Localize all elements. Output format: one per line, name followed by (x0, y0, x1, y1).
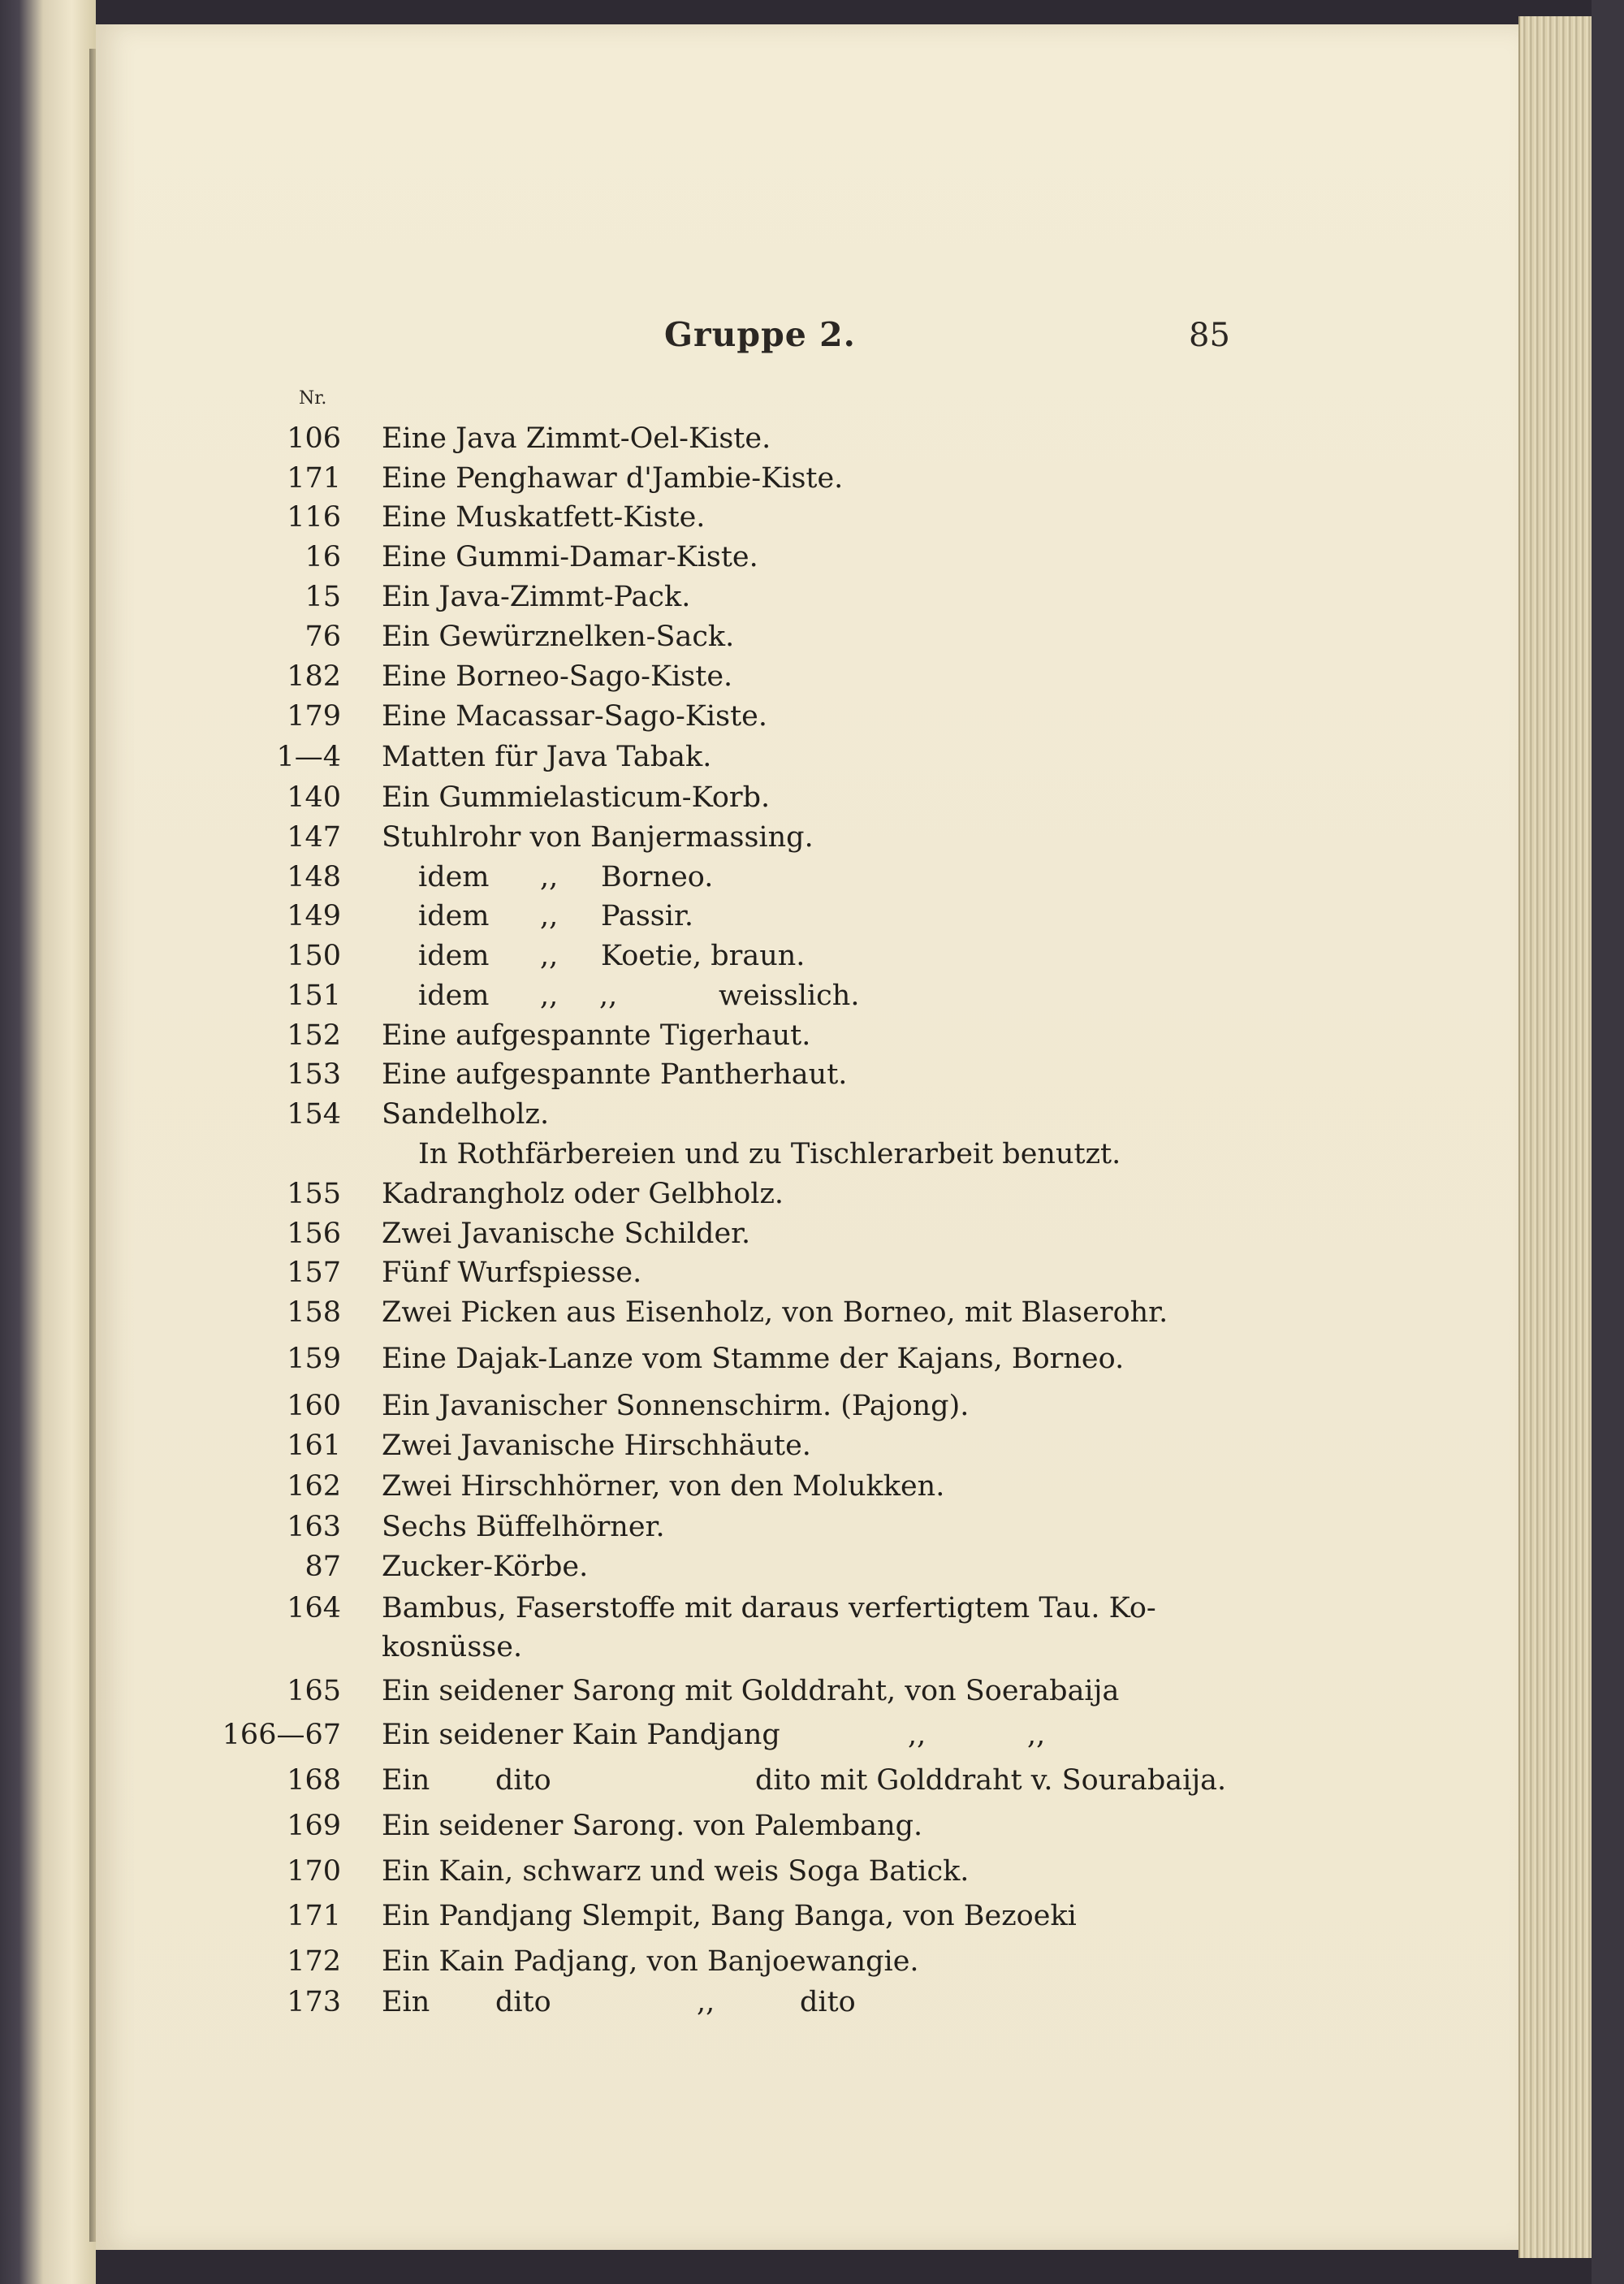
item-text: Ein Gummielasticum-Korb. (382, 781, 771, 814)
item-text: Eine Dajak-Lanze vom Stamme der Kajans, Borneo. (382, 1343, 1125, 1375)
catalog-row (0, 621, 1299, 658)
item-text: Ein (382, 1764, 430, 1797)
item-number: 87 (304, 1551, 341, 1583)
item-number: 106 (287, 422, 341, 455)
catalog-row (0, 541, 1299, 578)
catalog-row (0, 1855, 1299, 1893)
item-text: Ein Kain, schwarz und weis Soga Batick. (382, 1855, 970, 1888)
item-number: 16 (304, 541, 341, 573)
catalog-row (0, 660, 1299, 698)
item-text: Zwei Javanische Schilder. (382, 1218, 751, 1250)
item-text: Kadrangholz oder Gelbholz. (382, 1178, 784, 1210)
item-number: 140 (287, 781, 341, 814)
catalog-row (0, 1390, 1299, 1427)
item-number: 159 (287, 1343, 341, 1375)
catalog-row (0, 741, 1299, 778)
item-number: 150 (287, 940, 341, 972)
item-ditto: ,, (540, 861, 559, 893)
catalog-row (0, 1296, 1299, 1334)
item-place: weisslich. (719, 980, 860, 1012)
page-number: 85 (1189, 317, 1230, 354)
item-dito2: dito mit Golddraht v. Sourabaija. (755, 1764, 1227, 1797)
item-number: 164 (287, 1592, 341, 1624)
catalog-row (0, 1257, 1299, 1294)
item-number: 158 (287, 1296, 341, 1329)
item-cont: kosnüsse. (382, 1631, 523, 1663)
catalog-row (0, 501, 1299, 539)
item-text: Eine Penghawar d'Jambie-Kiste. (382, 462, 844, 495)
item-number: 173 (287, 1986, 341, 2018)
item-text: Ein Java-Zimmt-Pack. (382, 581, 691, 613)
item-text: Ein Kain Padjang, von Banjoewangie. (382, 1945, 919, 1978)
item-text: Ein Gewürznelken-Sack. (382, 621, 735, 653)
catalog-row (0, 940, 1299, 977)
item-number: 76 (304, 621, 341, 653)
item-text: Zwei Javanische Hirschhäute. (382, 1430, 811, 1462)
catalog-row (0, 900, 1299, 937)
item-idem: idem (418, 980, 490, 1012)
item-number: 168 (287, 1764, 341, 1797)
catalog-row (0, 980, 1299, 1017)
item-number: 149 (287, 900, 341, 932)
catalog-row (0, 781, 1299, 819)
item-text: Ein (382, 1986, 430, 2018)
item-number: 152 (287, 1019, 341, 1052)
item-text: Eine aufgespannte Pantherhaut. (382, 1058, 848, 1091)
item-text: Eine Muskatfett-Kiste. (382, 501, 706, 534)
item-number: 157 (287, 1257, 341, 1289)
catalog-row (0, 1631, 1299, 1668)
book-cover-edge (1592, 0, 1624, 2284)
item-number: 165 (287, 1675, 341, 1707)
catalog-row (0, 1470, 1299, 1508)
catalog-row (0, 1098, 1299, 1136)
item-number: 15 (304, 581, 341, 613)
nr-column-label: Nr. (299, 388, 327, 409)
item-number: 153 (287, 1058, 341, 1091)
item-ditto: ,, (540, 900, 559, 932)
catalog-row (0, 1900, 1299, 1937)
item-place: Koetie, braun. (601, 940, 806, 972)
item-number: 156 (287, 1218, 341, 1250)
item-text: Ein Pandjang Slempit, Bang Banga, von Bezoeki (382, 1900, 1077, 1932)
item-ditto2: ,, (599, 980, 618, 1012)
catalog-row (0, 422, 1299, 460)
item-text: Eine Java Zimmt-Oel-Kiste. (382, 422, 771, 455)
item-dito1: dito (495, 1764, 551, 1797)
item-number: 154 (287, 1098, 341, 1131)
item-text: Ein seidener Kain Pandjang (382, 1719, 780, 1751)
catalog-row (0, 1675, 1299, 1712)
item-text: Ein seidener Sarong mit Golddraht, von Soerabaija (382, 1675, 1120, 1707)
item-text: Eine Gummi-Damar-Kiste. (382, 541, 758, 573)
item-text: Ein Javanischer Sonnenschirm. (Pajong). (382, 1390, 970, 1422)
item-number: 170 (287, 1855, 341, 1888)
item-text: Sandelholz. (382, 1098, 550, 1131)
catalog-row (0, 1986, 1299, 2023)
item-number: 151 (287, 980, 341, 1012)
item-number: 182 (287, 660, 341, 693)
item-text: Matten für Java Tabak. (382, 741, 712, 773)
catalog-row (0, 1218, 1299, 1255)
item-number: 155 (287, 1178, 341, 1210)
header-title: Gruppe 2. (664, 315, 856, 354)
item-note: In Rothfärbereien und zu Tischlerarbeit benutzt. (418, 1138, 1121, 1170)
catalog-row (0, 462, 1299, 500)
item-text: Zucker-Körbe. (382, 1551, 589, 1583)
item-number: 172 (287, 1945, 341, 1978)
item-number: 179 (287, 700, 341, 733)
item-number: 169 (287, 1810, 341, 1842)
catalog-row (0, 861, 1299, 898)
item-ditto: ,, (540, 940, 559, 972)
item-number: 166—67 (222, 1719, 341, 1751)
item-idem: idem (418, 940, 490, 972)
item-text: Ein seidener Sarong. von Palembang. (382, 1810, 923, 1842)
catalog-row (0, 1019, 1299, 1057)
item-dito1: dito (495, 1986, 551, 2018)
catalog-row (0, 700, 1299, 738)
item-idem: idem (418, 900, 490, 932)
item-number: 171 (287, 462, 341, 495)
item-number: 148 (287, 861, 341, 893)
item-number: 162 (287, 1470, 341, 1503)
item-text: Zwei Hirschhörner, von den Molukken. (382, 1470, 945, 1503)
item-text: Fünf Wurfspiesse. (382, 1257, 642, 1289)
item-idem: idem (418, 861, 490, 893)
item-q3: ,, (697, 1986, 715, 2018)
item-q1: ,, (908, 1719, 926, 1751)
catalog-row (0, 1719, 1299, 1756)
catalog-row (0, 581, 1299, 618)
item-number: 161 (287, 1430, 341, 1462)
catalog-row (0, 1592, 1299, 1629)
catalog-row (0, 1764, 1299, 1802)
item-ditto: ,, (540, 980, 559, 1012)
item-number: 147 (287, 821, 341, 854)
item-text: Zwei Picken aus Eisenholz, von Borneo, mit Blaserohr. (382, 1296, 1168, 1329)
page-fore-edge (1518, 16, 1593, 2258)
catalog-row (0, 1430, 1299, 1467)
item-number: 163 (287, 1511, 341, 1543)
item-text: Eine Macassar-Sago-Kiste. (382, 700, 767, 733)
item-text: Eine Borneo-Sago-Kiste. (382, 660, 733, 693)
item-number: 160 (287, 1390, 341, 1422)
catalog-row (0, 1945, 1299, 1983)
item-text: Eine aufgespannte Tigerhaut. (382, 1019, 811, 1052)
item-number: 171 (287, 1900, 341, 1932)
catalog-row (0, 1178, 1299, 1215)
catalog-row (0, 821, 1299, 859)
catalog-row (0, 1551, 1299, 1588)
item-text: Sechs Büffelhörner. (382, 1511, 665, 1543)
catalog-row (0, 1058, 1299, 1096)
item-number: 116 (287, 501, 341, 534)
running-header (96, 315, 1518, 364)
catalog-row (0, 1343, 1299, 1380)
catalog-row (0, 1810, 1299, 1847)
catalog-row (0, 1138, 1299, 1175)
item-place: Borneo. (601, 861, 714, 893)
item-q2: ,, (1027, 1719, 1046, 1751)
item-number: 1—4 (276, 741, 341, 773)
item-dito3: dito (800, 1986, 856, 2018)
catalog-row (0, 1511, 1299, 1548)
item-place: Passir. (601, 900, 693, 932)
item-text: Bambus, Faserstoffe mit daraus verfertigtem Tau. Ko- (382, 1592, 1156, 1624)
item-text: Stuhlrohr von Banjermassing. (382, 821, 814, 854)
